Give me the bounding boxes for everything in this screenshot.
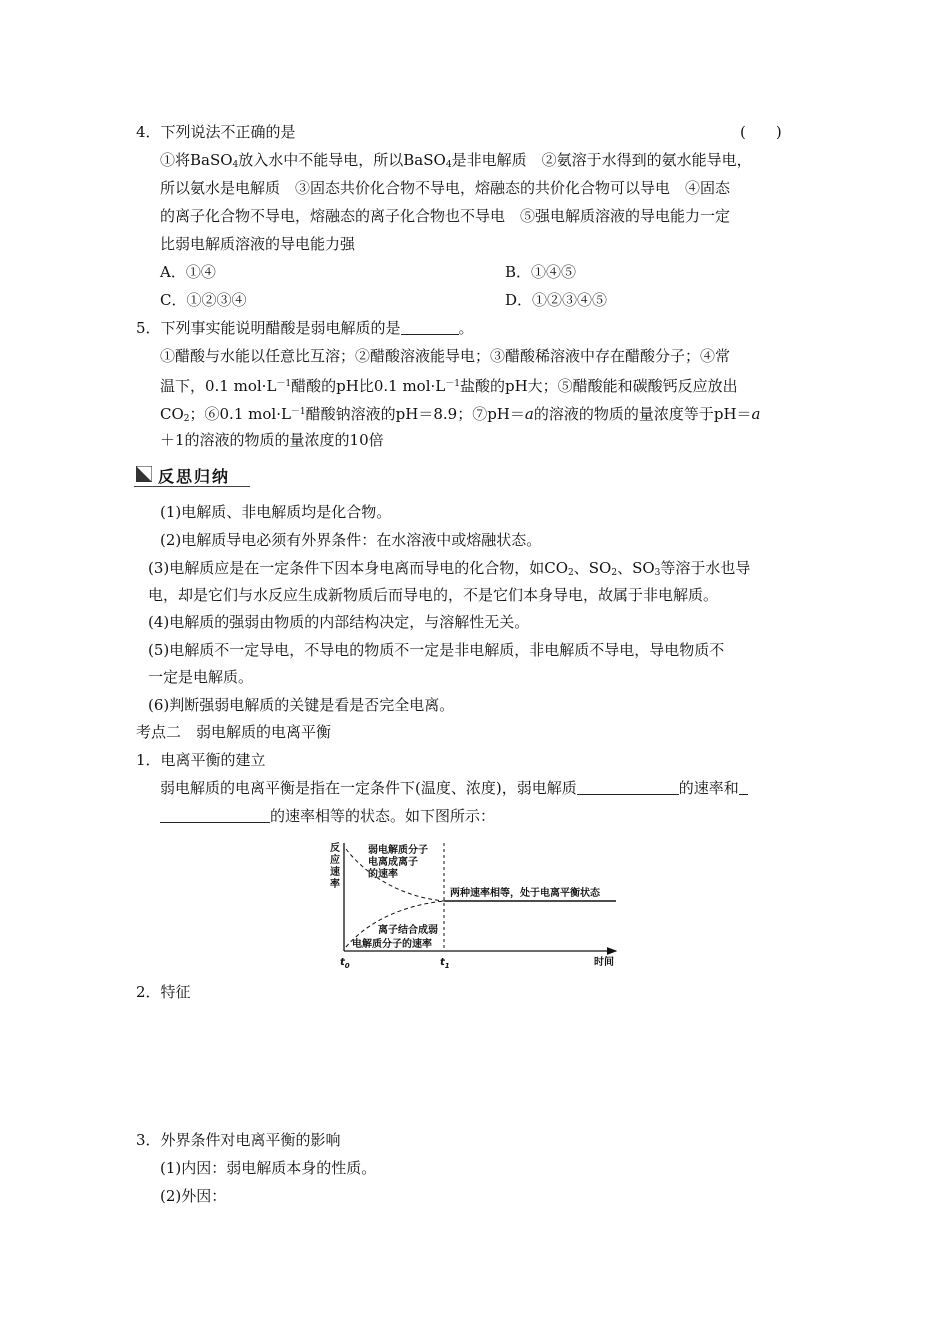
q5-fact-line-4: ＋1的溶液的物质的量浓度的10倍 [160,431,384,449]
y-axis-label-3: 速 [330,867,340,878]
blank-ionization-rate[interactable] [577,780,679,795]
reflect-point-1: (1)电解质、非电解质均是化合物。 [160,503,392,521]
lower-curve-label-1: 离子结合成弱 [378,925,438,936]
q5-fact-line-2: 温下，0.1 $mol\cdot L^{-1}$醋酸的pH比0.1 $mol\cdot L^{-1}$盐酸的pH大；⑤醋酸能和碳酸钙反应放出 [160,377,738,395]
q5-stem: 5．下列事实能说明醋酸是弱电解质的是 。 [136,319,474,337]
reflect-point-6: (6)判断强弱电解质的关键是看是否完全电离。 [148,696,455,714]
q4-option-c: C．①②③④ [160,291,247,309]
q4-statement-line-4: 比弱电解质溶液的导电能力强 [160,235,356,253]
reflect-point-5-line-1: (5)电解质不一定导电，不导电的物质不一定是非电解质，非电解质不导电，导电物质不 [148,641,725,659]
equilibrium-label: 两种速率相等，处于电离平衡状态 [450,888,600,899]
y-axis-label-2: 应 [330,855,340,866]
q4-statement-line-1: ①将BaSO$_4$放入水中不能导电，所以BaSO$_4$是非电解质 ②氨溶于水得到的氨水能导电， [160,151,752,170]
q5-fact-line-1: ①醋酸与水能以任意比互溶；②醋酸溶液能导电；③醋酸稀溶液中存在醋酸分子；④常 [160,347,731,365]
upper-curve-label-1: 弱电解质分子 [368,845,428,856]
reflect-point-3-line-2: 电，却是它们与水反应生成新物质后而导电的，不是它们本身导电，故属于非电解质。 [148,586,719,604]
internal-factor: (1)内因：弱电解质本身的性质。 [160,1159,377,1177]
q4-statement-line-3: 的离子化合物不导电，熔融态的离子化合物也不导电 ⑤强电解质溶液的导电能力一定 [160,207,731,225]
reflect-point-3-line-1: (3)电解质应是在一定条件下因本身电离而导电的化合物，如$CO_2$、$SO_2$、$SO_3$等溶于水也导 [148,559,751,578]
equilibrium-rate-diagram [326,835,626,970]
y-axis-label-4: 率 [330,879,340,890]
reflect-point-4: (4)电解质的强弱由物质的内部结构决定，与溶解性无关。 [148,613,530,631]
q5-fact-line-3: $CO_2$；⑥0.1 $mol\cdot L^{-1}$醋酸钠溶液的pH＝8.9；⑦pH＝a的溶液的物质的量浓度等于pH＝a [160,405,761,424]
heading-external-conditions: 3．外界条件对电离平衡的影响 [136,1131,341,1149]
upper-curve-label-2: 电离成离子 [368,857,418,868]
q4-option-d: D．①②③④⑤ [505,291,608,309]
blank-recombination-rate[interactable] [160,808,270,823]
blank-tail [739,780,748,795]
t0-label: $t_0$ [340,957,350,970]
section-title: 考点二 弱电解质的电离平衡 [136,723,332,741]
upper-curve-label-3: 的速率 [368,869,398,880]
reflection-title: 反思归纳 [158,467,231,486]
heading-equilibrium-establishment: 1．电离平衡的建立 [136,751,266,769]
q5-answer-blank[interactable] [401,320,459,335]
reflect-point-2: (2)电解质导电必须有外界条件：在水溶液中或熔融状态。 [160,531,542,549]
external-factor: (2)外因： [160,1187,227,1205]
diagonal-arrow-icon [136,466,152,482]
equilibrium-definition-line-1: 弱电解质的电离平衡是指在一定条件下(温度、浓度)，弱电解质 的速率和 [160,778,748,798]
reflection-banner [134,462,250,488]
banner-underline [134,486,250,487]
y-axis-label-1: 反 [330,843,340,854]
heading-characteristics: 2．特征 [136,983,191,1001]
q4-statement-line-2: 所以氨水是电解质 ③固态共价化合物不导电，熔融态的共价化合物可以导电 ④固态 [160,179,731,197]
q4-option-a: A．①④ [160,263,216,281]
q4-answer-paren: ( ) [740,123,782,141]
t1-label: $t_1$ [440,957,450,970]
q4-stem: 4．下列说法不正确的是 [136,123,296,141]
reflect-point-5-line-2: 一定是电解质。 [148,668,254,686]
lower-curve-label-2: 电解质分子的速率 [352,939,432,950]
x-axis-label: 时间 [594,957,614,968]
q4-option-b: B．①④⑤ [505,263,577,281]
equilibrium-definition-line-2: 的速率相等的状态。如下图所示： [160,806,495,826]
